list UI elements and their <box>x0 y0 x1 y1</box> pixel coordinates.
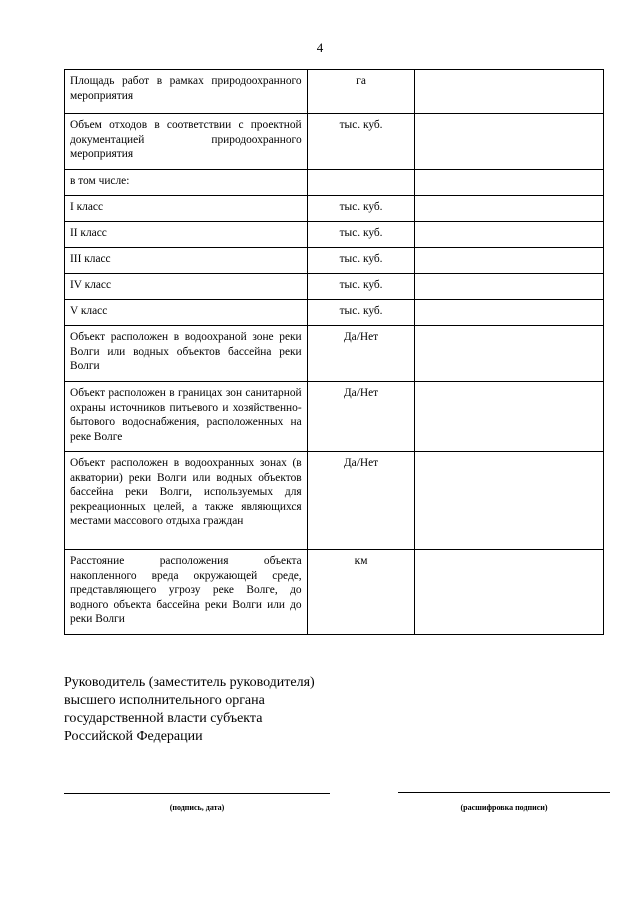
row-value <box>415 326 604 382</box>
row-value <box>415 274 604 300</box>
table-row <box>65 452 604 550</box>
row-unit: тыс. куб. <box>307 196 415 222</box>
signer-title-line: Российской Федерации <box>64 729 203 744</box>
row-unit: тыс. куб. <box>307 114 415 170</box>
name-decoding-line <box>398 792 610 793</box>
table-row <box>65 170 604 196</box>
signer-title-line: государственной власти субъекта <box>64 711 263 726</box>
row-label: в том числе: <box>65 170 308 196</box>
row-value <box>415 248 604 274</box>
row-unit: тыс. куб. <box>307 222 415 248</box>
row-label: Объем отходов в соответствии с проектной документацией природоохранного мероприятия <box>65 114 308 170</box>
table-row <box>65 550 604 635</box>
row-value <box>415 382 604 452</box>
row-unit <box>307 170 415 196</box>
table-row <box>65 382 604 452</box>
row-unit: тыс. куб. <box>307 248 415 274</box>
row-label: Объект расположен в границах зон санитарной охраны источников питьевого и хозяйственно-бытового водоснабжения, расположенных на реке Волге <box>65 382 308 452</box>
table-row <box>65 70 604 114</box>
row-label: V класс <box>65 300 308 326</box>
row-value <box>415 222 604 248</box>
row-label: Объект расположен в водоохраной зоне реки Волги или водных объектов бассейна реки Волги <box>65 326 308 382</box>
row-label: IV класс <box>65 274 308 300</box>
row-value <box>415 70 604 114</box>
row-value <box>415 300 604 326</box>
row-label: II класс <box>65 222 308 248</box>
row-unit: Да/Нет <box>307 326 415 382</box>
row-unit: тыс. куб. <box>307 300 415 326</box>
signer-title-line: высшего исполнительного органа <box>64 693 265 708</box>
row-value <box>415 114 604 170</box>
row-unit: га <box>307 70 415 114</box>
table-row <box>65 114 604 170</box>
row-label: Площадь работ в рамках природоохранного мероприятия <box>65 70 308 114</box>
signature-line <box>64 793 330 794</box>
row-label: Расстояние расположения объекта накопленного вреда окружающей среде, представляющего угрозу реке Волге, до водного объекта бассейна реки Волги или до реки Волги <box>65 550 308 635</box>
data-table <box>64 69 604 635</box>
row-label: III класс <box>65 248 308 274</box>
row-unit: тыс. куб. <box>307 274 415 300</box>
table-row <box>65 222 604 248</box>
table-row <box>65 196 604 222</box>
row-value <box>415 452 604 550</box>
name-decoding-caption: (расшифровка подписи) <box>460 803 548 812</box>
row-value <box>415 170 604 196</box>
table-row <box>65 326 604 382</box>
signer-title <box>64 674 315 746</box>
row-value <box>415 550 604 635</box>
row-label: I класс <box>65 196 308 222</box>
signature-caption: (подпись, дата) <box>169 803 225 812</box>
table-row <box>65 300 604 326</box>
row-unit: Да/Нет <box>307 452 415 550</box>
row-label: Объект расположен в водоохранных зонах (в акватории) реки Волги или водных объектов бассейна реки Волги, используемых для рекреационных целей, а также являющихся местами массового отдыха граждан <box>65 452 308 550</box>
row-value <box>415 196 604 222</box>
table-row <box>65 248 604 274</box>
row-unit: Да/Нет <box>307 382 415 452</box>
page-number: 4 <box>316 40 324 55</box>
table-row <box>65 274 604 300</box>
row-unit: км <box>307 550 415 635</box>
signer-title-line: Руководитель (заместитель руководителя) <box>64 675 315 690</box>
